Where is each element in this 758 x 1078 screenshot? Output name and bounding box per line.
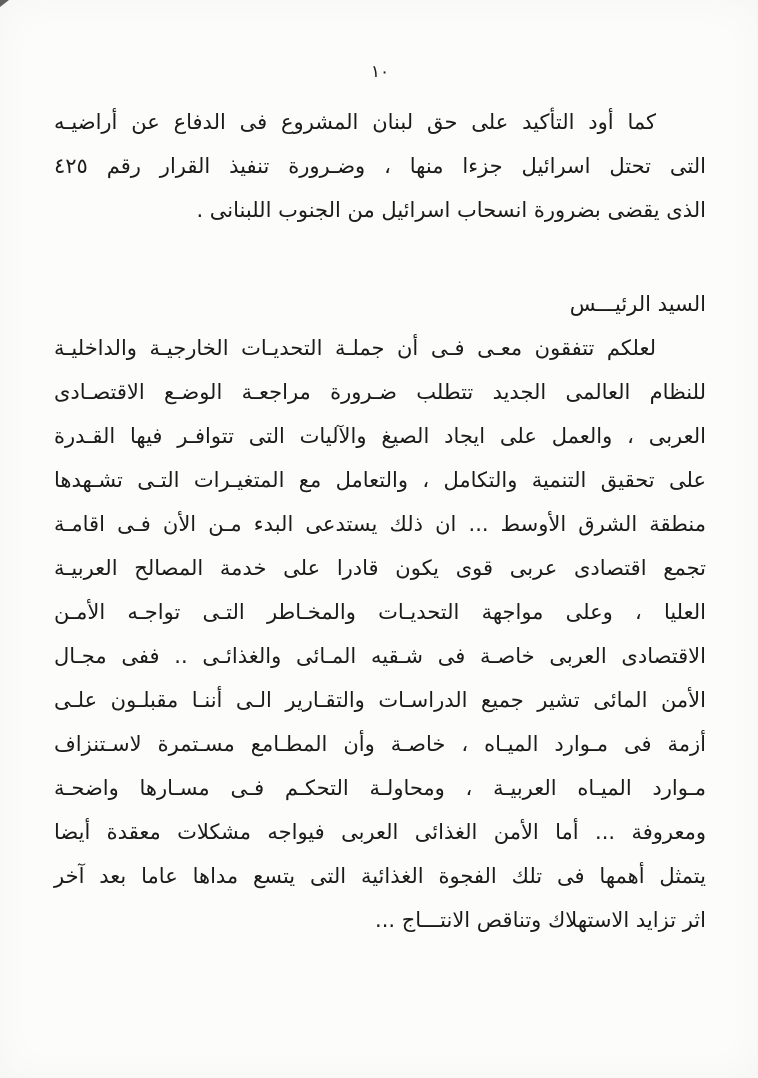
page-number: ١٠	[370, 62, 390, 82]
paragraph-lebanon	[54, 100, 706, 232]
text-line: منطقة الشرق الأوسط ... ان ذلك يستدعى البدء مـن الأن فـى اقامـة	[54, 512, 706, 536]
paragraph-economic-challenges	[54, 326, 706, 942]
text-line: العربى ، والعمل على ايجاد الصيغ والآليات التى تتوافـر فيها القـدرة	[54, 424, 706, 448]
text-line: ومعروفة ... أما الأمن الغذائى العربى فيواجه مشكلات معقدة أيضا	[54, 820, 706, 844]
text-line: على تحقيق التنمية والتكامل ، والتعامل مع المتغيـرات التـى تشـهدها	[54, 468, 706, 492]
text-line: الذى يقضى بضرورة انسحاب اسرائيل من الجنوب اللبنانى .	[196, 198, 706, 222]
section-heading-mr-president: السيد الرئيـــس	[569, 292, 706, 316]
text-line: كما أود التأكيد على حق لبنان المشروع فى الدفاع عن أراضيـه	[54, 110, 656, 134]
text-line: اثر تزايد الاستهلاك وتناقص الانتـــاج ...	[375, 908, 706, 932]
text-line: مـوارد الميـاه العربيـة ، ومحاولـة التحكـم فـى مسـارها واضحـة	[54, 776, 706, 800]
text-line: لعلكم تتفقون معـى فـى أن جملـة التحديـات الخارجيـة والداخليـة	[54, 336, 656, 360]
text-line: أزمة فى مـوارد الميـاه ، خاصـة وأن المطـامع مسـتمرة لاسـتنزاف	[54, 732, 706, 756]
text-line: يتمثل أهمها فى تلك الفجوة الغذائية التى يتسع مداها عاما بعد آخر	[54, 864, 706, 888]
text-line: تجمع اقتصادى عربى قوى يكون قادرا على خدمة المصالح العربيـة	[54, 556, 706, 580]
text-line: التى تحتل اسرائيل جزءا منها ، وضـرورة تنفيذ القرار رقم ٤٢٥	[54, 154, 706, 178]
text-line: للنظام العالمى الجديد تتطلب ضـرورة مراجعـة الوضـع الاقتصـادى	[54, 380, 706, 404]
text-line: العليا ، وعلى مواجهة التحديـات والمخـاطر التـى تواجـه الأمـن	[54, 600, 706, 624]
text-line: الاقتصادى العربى خاصـة فى شـقيه المـائى والغذائـى .. ففى مجـال	[54, 644, 706, 668]
text-line: الأمن المائى تشير جميع الدراسـات والتقـارير الـى أننـا مقبلـون علـى	[54, 688, 706, 712]
